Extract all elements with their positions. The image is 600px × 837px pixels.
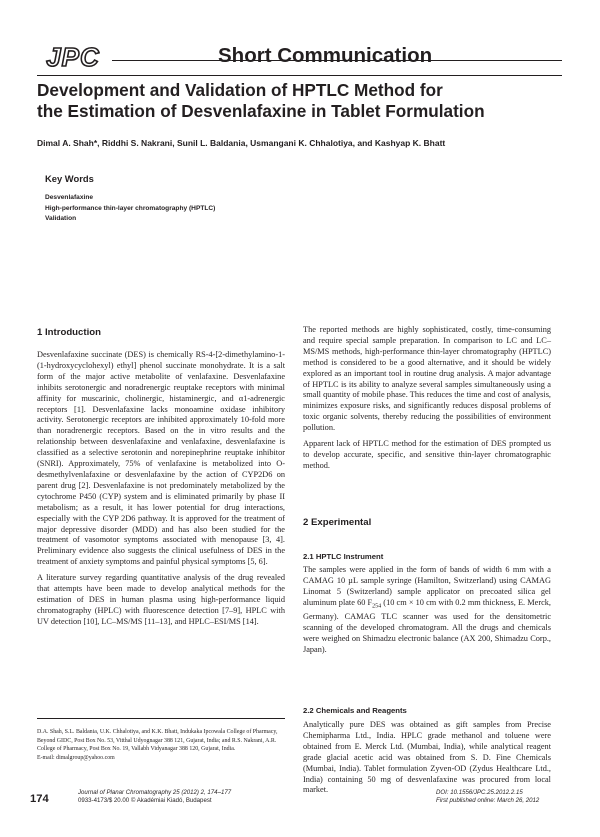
affiliation-email[interactable]: E-mail: dimalgroup@yahoo.com <box>37 754 115 761</box>
keyword-item: Desvenlafaxine <box>45 194 94 201</box>
keywords-list <box>45 193 215 225</box>
journal-logo <box>37 42 109 72</box>
journal-line-2: 0933-4173/$ 20.00 © Akadémiai Kiadó, Budapest <box>78 796 212 804</box>
affiliation-text: D.A. Shah, S.L. Baldania, U.K. Chhalotiya, and K.K. Bhatt, Indukaka Ipcowala College of Pharmacy, Beyond GIDC, Post Box No. 53, Vitthal Udyognagar 388 121, Gujarat, India; and R.S. Nakrani, A.R. College of Pharmacy, Post Box No. 19, Vallabh Vidyanagar 388 120, Gujarat, India. <box>37 729 278 753</box>
keyword-item: High-performance thin-layer chromatography (HPTLC) <box>45 204 216 212</box>
doi-line[interactable]: DOI: 10.1556/JPC.25.2012.2.15 <box>436 789 523 796</box>
keyword-item: Validation <box>45 215 77 222</box>
chemicals-heading: 2.2 Chemicals and Reagents <box>303 706 407 715</box>
intro-paragraph-3: The reported methods are highly sophisticated, costly, time-consuming and require special sample preparation. In comparison to LC and LC–MS/MS methods, high-performance thin-layer chromatography (HPTLC) method is considered to be a good alternative, and it should be widely explored as an important tool in routine drug analysis. A major advantage of HPTLC is its ability to analyze several samples simultaneously using a small quantity of mobile phase. This reduces the time and cost of analysis, minimizes exposure risks, and significantly reduces disposal problems of toxic organic solvents, thereby reducing the possibilities of environment pollution. <box>303 325 551 433</box>
doi-block <box>436 789 539 804</box>
author-list: Dimal A. Shah*, Riddhi S. Nakrani, Sunil L. Baldania, Usmangani K. Chhalotiya, and Kashyap K. Bhatt <box>37 138 446 148</box>
experimental-heading: 2 Experimental <box>303 517 372 528</box>
instrument-paragraph: The samples were applied in the form of bands of width 6 mm with a CAMAG 10 µL sample syringe (Hamilton, Switzerland) using CAMAG Linomat 5 (Switzerland) sample applicator on precoated silica gel aluminum plate 60 $F_{254}$ (10 cm × 10 cm with 0.2 mm thickness, E. Merck, Germany). CAMAG TLC scanner was used for the densitometric scanning of the developed chromatogram. All the drugs and chemicals were weighed on Shimadzu electronic balance (AX 200, Shimadzu Corp., Japan). <box>303 565 552 654</box>
keywords-heading: Key Words <box>45 173 94 184</box>
affiliation-rule <box>37 718 285 719</box>
affiliation-note <box>37 728 285 762</box>
header-rule-bottom <box>37 75 562 76</box>
svg-text:JPC: JPC <box>46 42 100 72</box>
page-number: 174 <box>30 793 49 805</box>
journal-line-1: Journal of Planar Chromatography 25 (2012) 2, 174–177 <box>78 789 232 796</box>
intro-paragraph-1: Desvenlafaxine succinate (DES) is chemically RS-4-[2-dimethylamino-1-(1-hydroxycyclohexyl) ethyl] phenol succinate monohydrate. It is a salt form of the major active metabolite of venlafaxine. Desvenlafaxine inhibits serotonergic and noradrenergic reuptake receptors with minimal affinity for muscarinic, cholinergic, histaminergic, and α1-adrenergic receptors [1]. Desvenlafaxine lacks monoamine oxidase inhibitory activity. Serotonergic receptors are inhibited approximately 10-fold more than noradrenergic receptors. Based on the in vitro results and the relationship between desvenlafaxine and venlafaxine, desvenlafaxine is classified as a selective serotonin and norepinephrine reuptake inhibitor (SNRI). Approximately, 75% of venlafaxine is metabolized into O-desmethylvenlafaxine or desvenlafaxine by the action of CYP2D6 on parent drug [2]. Desvenlafaxine is not predominately metabolized by the cytochrome P450 (CYP) system and is eliminated primarily by phase II metabolism; as a result, it has lower potential for drug interactions, especially with the CYP 2D6 pathway. It is approved for the treatment of major depressive disorder (MDD) and has also been studied for the treatment of vasomotor symptoms associated with menopause [3, 4]. Preliminary evidence also suggests the clinical usefulness of DES in the treatment of anxiety symptoms and painful physical symptoms [5, 6]. <box>37 350 285 567</box>
hptlc-instrument-heading: 2.1 HPTLC Instrument <box>303 552 384 561</box>
journal-citation <box>78 789 231 804</box>
intro-paragraph-4: Apparent lack of HPTLC method for the estimation of DES prompted us to develop accurate, specific, and sensitive thin-layer chromatographic method. <box>303 439 551 470</box>
article-title <box>37 80 567 122</box>
published-line: First published online: March 26, 2012 <box>436 796 540 804</box>
intro-paragraph-2: A literature survey regarding quantitative analysis of the drug revealed that attempts have been made to develop analytical methods for the estimation of DES in human plasma using high-performance liquid chromatography (HPLC) with fluorescence detection [7–9], HPLC with UV detection [10], LC–MS/MS [11–13], and HPLC–ESI/MS [14]. <box>37 573 285 626</box>
introduction-heading: 1 Introduction <box>37 327 101 338</box>
section-type-label: Short Communication <box>218 44 433 67</box>
chemicals-paragraph: Analytically pure DES was obtained as gift samples from Precise Chemipharma Ltd., India. HPLC grade methanol and toluene were obtained from E. Merck Ltd. (Mumbai, India), while analytical reagent grade glacial acetic acid was obtained from S. D. Fine Chemicals (Mumbai, India). Tablet formulation Zyven-OD (Zydus Healthcare Ltd., India) containing 50 mg of desvenlafaxine was procured from local market. <box>303 720 551 795</box>
title-line-1: Development and Validation of HPTLC Method for <box>37 80 443 100</box>
title-line-2: the Estimation of Desvenlafaxine in Tablet Formulation <box>37 101 485 121</box>
